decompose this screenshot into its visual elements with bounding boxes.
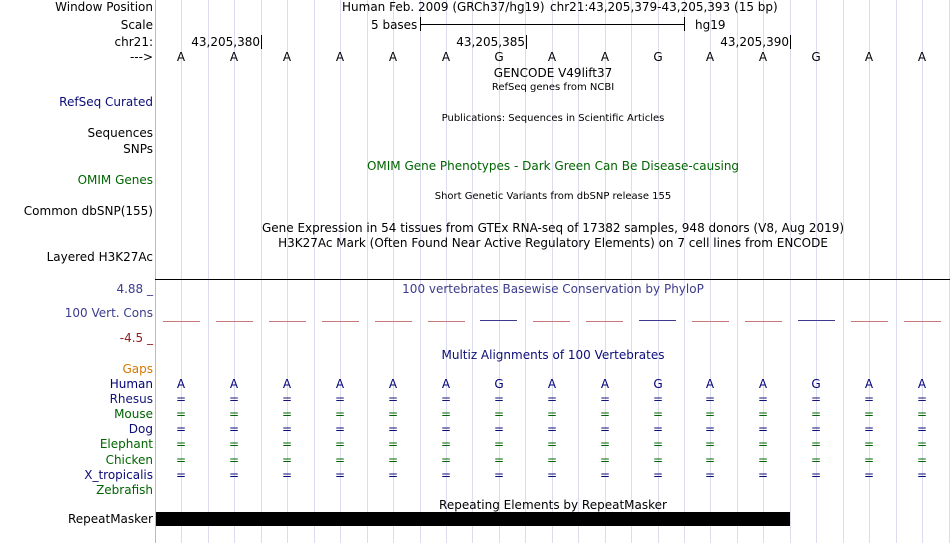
match-symbol: = xyxy=(334,437,346,451)
phylop-bar xyxy=(163,321,200,322)
multiz-track-title[interactable]: Multiz Alignments of 100 Vertebrates xyxy=(441,348,665,362)
snps-label[interactable]: SNPs xyxy=(123,142,153,156)
match-symbol: = xyxy=(863,453,875,467)
phylop-bar xyxy=(904,321,941,322)
match-symbol: = xyxy=(493,453,505,467)
match-symbol: = xyxy=(387,407,399,421)
aligned-base: A xyxy=(600,377,610,391)
match-symbol: = xyxy=(281,422,293,436)
aligned-base: A xyxy=(547,377,557,391)
match-symbol: = xyxy=(704,453,716,467)
species-label[interactable]: Elephant xyxy=(99,437,153,451)
phylop-bar xyxy=(480,320,517,321)
match-symbol: = xyxy=(916,453,928,467)
phylop-bar xyxy=(533,321,570,322)
match-symbol: = xyxy=(387,392,399,406)
match-symbol: = xyxy=(440,407,452,421)
layered-h3k27ac-label[interactable]: Layered H3K27Ac xyxy=(46,250,153,264)
match-symbol: = xyxy=(440,437,452,451)
match-symbol: = xyxy=(175,422,187,436)
base-letter: G xyxy=(653,50,663,64)
aligned-base: A xyxy=(335,377,345,391)
match-symbol: = xyxy=(228,422,240,436)
match-symbol: = xyxy=(704,468,716,482)
base-letter: A xyxy=(758,50,768,64)
match-symbol: = xyxy=(175,437,187,451)
match-symbol: = xyxy=(704,392,716,406)
phylop-bar xyxy=(586,321,623,322)
match-symbol: = xyxy=(704,422,716,436)
coord-tick-label: 43,205,385 xyxy=(456,35,525,49)
aligned-base: A xyxy=(388,377,398,391)
match-symbol: = xyxy=(652,437,664,451)
coord-tick-label: 43,205,390 xyxy=(720,35,789,49)
match-symbol: = xyxy=(704,407,716,421)
match-symbol: = xyxy=(652,453,664,467)
match-symbol: = xyxy=(440,422,452,436)
base-letter: A xyxy=(282,50,292,64)
match-symbol: = xyxy=(228,407,240,421)
publications-track-title[interactable]: Publications: Sequences in Scientific Articles xyxy=(441,113,665,124)
species-label[interactable]: Human xyxy=(109,377,153,391)
match-symbol: = xyxy=(599,437,611,451)
match-symbol: = xyxy=(387,453,399,467)
match-symbol: = xyxy=(863,422,875,436)
common-dbsnp-label[interactable]: Common dbSNP(155) xyxy=(23,204,153,218)
match-symbol: = xyxy=(704,437,716,451)
match-symbol: = xyxy=(599,422,611,436)
match-symbol: = xyxy=(228,392,240,406)
match-symbol: = xyxy=(334,422,346,436)
match-symbol: = xyxy=(757,468,769,482)
track-separator xyxy=(155,279,950,280)
base-letter: A xyxy=(917,50,927,64)
base-letter: A xyxy=(705,50,715,64)
match-symbol: = xyxy=(546,422,558,436)
match-symbol: = xyxy=(599,453,611,467)
scale-label: Scale xyxy=(120,18,153,32)
match-symbol: = xyxy=(863,468,875,482)
scale-bar-right-end xyxy=(684,17,685,31)
aligned-base: G xyxy=(653,377,663,391)
match-symbol: = xyxy=(334,392,346,406)
match-symbol: = xyxy=(652,392,664,406)
coord-tick xyxy=(790,35,791,49)
scale-assembly: hg19 xyxy=(695,18,726,32)
gtex-track-title[interactable]: Gene Expression in 54 tissues from GTEx RNA-seq of 17382 samples, 948 donors (V8, Aug 2019) xyxy=(261,221,845,235)
window-assembly: Human Feb. 2009 (GRCh37/hg19) xyxy=(342,0,545,14)
match-symbol: = xyxy=(493,422,505,436)
strand-label: ---> xyxy=(129,50,153,64)
match-symbol: = xyxy=(810,468,822,482)
aligned-base: A xyxy=(864,377,874,391)
match-symbol: = xyxy=(175,468,187,482)
species-label[interactable]: X_tropicalis xyxy=(84,468,153,482)
omim-genes-label[interactable]: OMIM Genes xyxy=(77,173,153,187)
base-letter: G xyxy=(811,50,821,64)
match-symbol: = xyxy=(810,407,822,421)
phylop-bar xyxy=(692,321,729,322)
match-symbol: = xyxy=(916,437,928,451)
match-symbol: = xyxy=(546,392,558,406)
species-label[interactable]: Mouse xyxy=(114,407,153,421)
match-symbol: = xyxy=(281,437,293,451)
phylop-bar xyxy=(745,321,782,322)
dbsnp-track-title[interactable]: Short Genetic Variants from dbSNP release 155 xyxy=(434,191,672,202)
base-letter: A xyxy=(600,50,610,64)
h3k27ac-track-title[interactable]: H3K27Ac Mark (Often Found Near Active Regulatory Elements) on 7 cell lines from ENCODE xyxy=(278,236,828,250)
base-letter: A xyxy=(441,50,451,64)
vert-cons-label[interactable]: 100 Vert. Cons xyxy=(64,306,153,320)
match-symbol: = xyxy=(493,468,505,482)
match-symbol: = xyxy=(863,392,875,406)
coord-tick xyxy=(261,35,262,49)
coord-tick xyxy=(526,35,527,49)
match-symbol: = xyxy=(599,468,611,482)
match-symbol: = xyxy=(757,422,769,436)
match-symbol: = xyxy=(228,468,240,482)
gaps-label: Gaps xyxy=(122,362,153,376)
base-letter: A xyxy=(388,50,398,64)
match-symbol: = xyxy=(546,468,558,482)
base-letter: A xyxy=(229,50,239,64)
aligned-base: G xyxy=(811,377,821,391)
coord-tick-label: 43,205,380 xyxy=(191,35,260,49)
scale-bar xyxy=(420,24,684,25)
match-symbol: = xyxy=(281,453,293,467)
match-symbol: = xyxy=(810,453,822,467)
match-symbol: = xyxy=(599,392,611,406)
match-symbol: = xyxy=(546,407,558,421)
match-symbol: = xyxy=(810,437,822,451)
match-symbol: = xyxy=(916,407,928,421)
phylop-bar xyxy=(851,321,888,322)
repeatmasker-label[interactable]: RepeatMasker xyxy=(67,512,153,526)
match-symbol: = xyxy=(757,437,769,451)
aligned-base: A xyxy=(176,377,186,391)
match-symbol: = xyxy=(334,407,346,421)
match-symbol: = xyxy=(652,422,664,436)
aligned-base: A xyxy=(282,377,292,391)
match-symbol: = xyxy=(440,468,452,482)
match-symbol: = xyxy=(863,437,875,451)
window-position-label: Window Position xyxy=(55,0,153,14)
phylop-bar xyxy=(269,321,306,322)
phylop-bar xyxy=(798,320,835,321)
match-symbol: = xyxy=(387,468,399,482)
base-letter: A xyxy=(176,50,186,64)
match-symbol: = xyxy=(916,422,928,436)
phylop-bar xyxy=(639,320,676,321)
base-letter: G xyxy=(494,50,504,64)
match-symbol: = xyxy=(281,392,293,406)
phylop-bar xyxy=(375,321,412,322)
match-symbol: = xyxy=(387,437,399,451)
repeatmasker-track-title[interactable]: Repeating Elements by RepeatMasker xyxy=(439,498,667,512)
species-label[interactable]: Chicken xyxy=(105,453,153,467)
aligned-base: A xyxy=(229,377,239,391)
phylop-bar xyxy=(428,321,465,322)
match-symbol: = xyxy=(810,392,822,406)
match-symbol: = xyxy=(757,407,769,421)
match-symbol: = xyxy=(652,407,664,421)
phylop-track-title[interactable]: 100 vertebrates Basewise Conservation by PhyloP xyxy=(402,282,704,296)
match-symbol: = xyxy=(440,453,452,467)
aligned-base: A xyxy=(758,377,768,391)
base-letter: A xyxy=(547,50,557,64)
match-symbol: = xyxy=(757,453,769,467)
match-symbol: = xyxy=(916,392,928,406)
phylop-max-label: 4.88 _ xyxy=(116,282,153,296)
match-symbol: = xyxy=(493,437,505,451)
match-symbol: = xyxy=(334,453,346,467)
match-symbol: = xyxy=(493,407,505,421)
match-symbol: = xyxy=(493,392,505,406)
species-label[interactable]: Dog xyxy=(128,422,153,436)
aligned-base: A xyxy=(441,377,451,391)
match-symbol: = xyxy=(546,453,558,467)
match-symbol: = xyxy=(546,437,558,451)
omim-track-title[interactable]: OMIM Gene Phenotypes - Dark Green Can Be Disease-causing xyxy=(366,159,740,173)
match-symbol: = xyxy=(281,407,293,421)
base-letter: A xyxy=(864,50,874,64)
match-symbol: = xyxy=(863,407,875,421)
aligned-base: A xyxy=(917,377,927,391)
species-label[interactable]: Rhesus xyxy=(109,392,153,406)
scale-text: 5 bases xyxy=(371,18,418,32)
refseq-track-title[interactable]: RefSeq genes from NCBI xyxy=(491,82,615,93)
chrom-label: chr21: xyxy=(114,35,153,49)
sequences-label[interactable]: Sequences xyxy=(87,126,153,140)
window-position: chr21:43,205,379-43,205,393 (15 bp) xyxy=(550,0,778,14)
refseq-curated-label[interactable]: RefSeq Curated xyxy=(59,95,153,109)
match-symbol: = xyxy=(387,422,399,436)
match-symbol: = xyxy=(916,468,928,482)
match-symbol: = xyxy=(228,437,240,451)
match-symbol: = xyxy=(652,468,664,482)
match-symbol: = xyxy=(175,392,187,406)
gencode-track-title[interactable]: GENCODE V49lift37 xyxy=(493,66,613,80)
match-symbol: = xyxy=(599,407,611,421)
aligned-base: A xyxy=(705,377,715,391)
match-symbol: = xyxy=(175,407,187,421)
species-label[interactable]: Zebrafish xyxy=(96,483,153,497)
repeatmasker-element[interactable] xyxy=(156,512,790,526)
match-symbol: = xyxy=(175,453,187,467)
phylop-bar xyxy=(322,321,359,322)
base-letter: A xyxy=(335,50,345,64)
aligned-base: G xyxy=(494,377,504,391)
match-symbol: = xyxy=(757,392,769,406)
phylop-bar xyxy=(216,321,253,322)
match-symbol: = xyxy=(440,392,452,406)
match-symbol: = xyxy=(810,422,822,436)
phylop-min-label: -4.5 _ xyxy=(119,331,153,345)
match-symbol: = xyxy=(281,468,293,482)
match-symbol: = xyxy=(228,453,240,467)
match-symbol: = xyxy=(334,468,346,482)
